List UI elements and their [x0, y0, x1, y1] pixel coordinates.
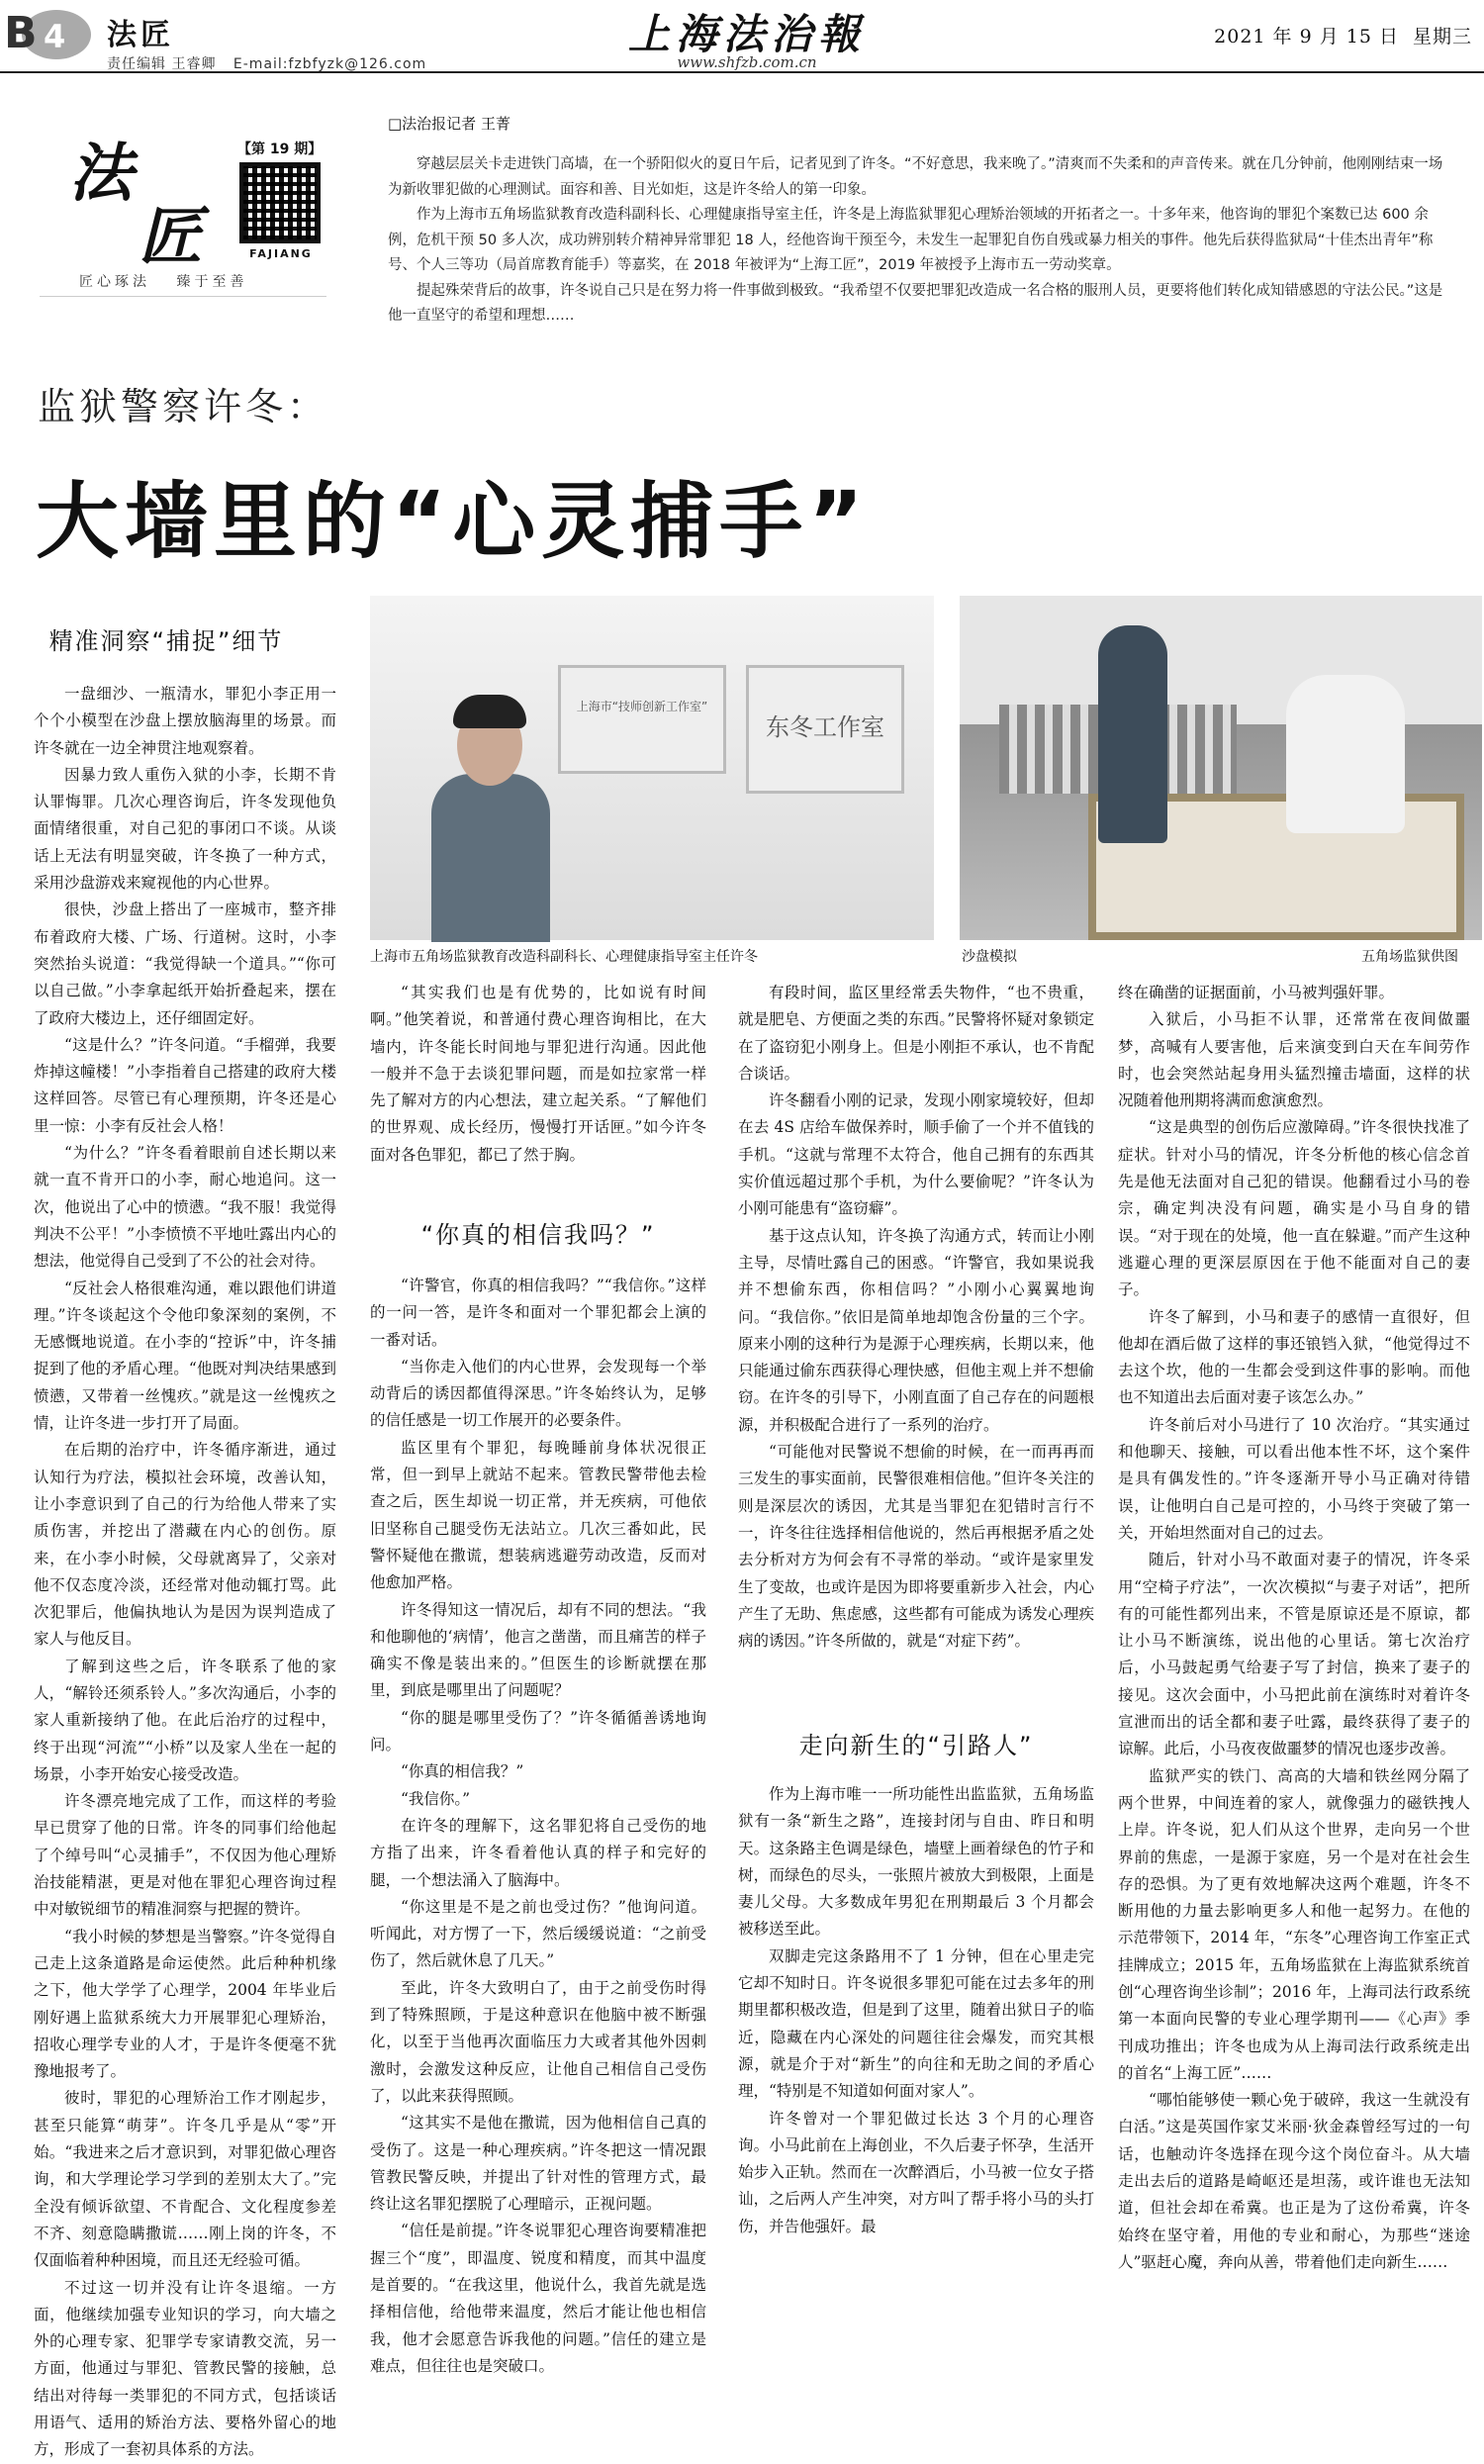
paragraph: 不过这一切并没有让许冬退缩。一方面，他继续加强专业知识的学习，向大墙之外的心理专家、犯罪学专家请教交流，另一方面，他通过与罪犯、管教民警的接触，总结出对待每一类罪犯的不同方式，包括谈话用语气、适用的矫治方法、要格外留心的地方，形成了一套初具体系的方法。: [34, 2278, 336, 2459]
byline: □法治报记者 王菁: [388, 115, 510, 133]
paragraph: “当你走入他们的内心世界，会发现每一个举动背后的诱因都值得深思。”许冬始终认为，足够的信任感是一切工作展开的必要条件。: [370, 1357, 706, 1430]
article-column-1: [34, 681, 336, 2459]
paragraph: 因暴力致人重伤入狱的小李，长期不肯认罪悔罪。几次心理咨询后，许冬发现他负面情绪很重，对自己犯的事闭口不谈。从谈话上无法有明显突破，许冬换了一种方式，采用沙盘游戏来窥视他的内心世界。: [34, 765, 336, 893]
paragraph: 彼时，罪犯的心理矫治工作才刚起步，甚至只能算“萌芽”。许冬几乎是从“零”开始。“我进来之后才意识到，对罪犯做心理咨询，和大学理论学习学到的差别太大了。”完全没有倾诉欲望、不肯配合、文化程度参差不齐、刻意隐瞒撒谎……刚上岗的许冬，不仅面临着种种困境，而且还无经验可循。: [34, 2089, 336, 2270]
article-column-2: [370, 1273, 706, 2375]
paragraph: 许冬了解到，小马和妻子的感情一直很好，但他却在酒后做了这样的事还锒铛入狱，“他觉得过不去这个坎，他的一生都会受到这件事的影响。而他也不知道出去后面对妻子该怎么办。”: [1118, 1307, 1470, 1407]
intro-paragraph: 作为上海市五角场监狱教育改造科副科长、心理健康指导室主任，许冬是上海监狱罪犯心理矫治领域的开拓者之一。十多年来，他咨询的罪犯个案数已达 600 余例，危机干预 50 多人次，成功辨别转介精神异常罪犯 18 人，经他咨询干预至今，未发生一起罪犯自伤自残或暴力相关的事件。他先后获得监狱局“十佳杰出青年”称号、个人三等功（局首席教育能手）等嘉奖，在 2018 年被评为“上海工匠”，2019 年被授予上海市五一劳动奖章。: [388, 207, 1434, 273]
intro-text: [388, 152, 1444, 330]
paragraph: 监区里有个罪犯，每晚睡前身体状况很正常，但一到早上就站不起来。管教民警带他去检查之后，医生却说一切正常，并无疾病，可他依旧坚称自己腿受伤无法站立。几次三番如此，民警怀疑他在撒谎，想装病逃避劳动改造，反而对他愈加严格。: [370, 1438, 706, 1592]
officer-figure: [431, 774, 550, 942]
paragraph: “你的腿是哪里受伤了？”许冬循循善诱地询问。: [370, 1708, 706, 1754]
paragraph: 至此，许冬大致明白了，由于之前受伤时得到了特殊照顾，于是这种意识在他脑中被不断强化，以至于当他再次面临压力大或者其他外因刺激时，会激发这种反应，让他自己相信自己受伤了，以此来获得照顾。: [370, 1978, 706, 2105]
issue-date: [1200, 22, 1472, 48]
photo-caption-1: 上海市五角场监狱教育改造科副科长、心理健康指导室主任许冬: [370, 949, 758, 965]
page-letter: B: [4, 8, 38, 58]
paragraph: 入狱后，小马拒不认罪，还常常在夜间做噩梦，高喊有人要害他，后来演变到白天在车间劳作时，也会突然站起身用头猛烈撞击墙面，这样的状况随着他刑期将满而愈演愈烈。: [1118, 1010, 1470, 1110]
paragraph: “我小时候的梦想是当警察。”许冬觉得自己走上这条道路是命运使然。此后种种机缘之下，他大学学了心理学，2004 年毕业后刚好遇上监狱系统大力开展罪犯心理矫治，招收心理学专业的人才，于是许冬便毫不犹豫地报考了。: [34, 1927, 336, 2081]
paragraph: “信任是前提。”许冬说罪犯心理咨询要精准把握三个“度”，即温度、锐度和精度，而其中温度是首要的。“在我这里，他说什么，我首先就是选择相信他，给他带来温度，然后才能让他也相信我，他才会愿意告诉我他的问题。”信任的建立是难点，但往往也是突破口。: [370, 2222, 706, 2375]
weekday-text: 星期三: [1412, 26, 1472, 47]
newspaper-logo: 上海法治報: [627, 10, 866, 58]
article-column-3: [738, 1781, 1094, 2235]
paragraph: 许冬曾对一个罪犯做过长达 3 个月的心理咨询。小马此前在上海创业，不久后妻子怀孕，生活开始步入正轨。然而在一次醉酒后，小马被一位女子搭讪，之后两人产生冲突，对方叫了帮手将小马的头打伤，并告他强奸。最: [738, 2109, 1094, 2235]
paragraph: 在许冬的理解下，这名罪犯将自己受伤的地方指了出来，许冬看着他认真的样子和完好的腿，一个想法涌入了脑海中。: [370, 1816, 706, 1889]
column-issue-number: 【第 19 期】: [237, 142, 323, 157]
date-text: 2021 年 9 月 15 日: [1214, 26, 1399, 47]
inmate-figure: [1286, 675, 1405, 833]
paragraph: “你真的相信我？”: [401, 1762, 524, 1781]
paragraph: 作为上海市唯一一所功能性出监监狱，五角场监狱有一条“新生之路”，连接封闭与自由、昨日和明天。这条路主色调是绿色，墙壁上画着绿色的竹子和树，而绿色的尽头，一张照片被放大到极限，上面是妻儿父母。大多数成年男犯在刑期最后 3 个月都会被移送至此。: [738, 1785, 1094, 1939]
paragraph: 许冬前后对小马进行了 10 次治疗。“其实通过和他聊天、接触，可以看出他本性不坏，这个案件是具有偶发性的。”许冬逐渐开导小马正确对待错误，让他明白自己是可控的，小马终于突破了第一关，开始坦然面对自己的过去。: [1118, 1415, 1470, 1542]
paragraph: “可能他对民警说不想偷的时候，在一而再再而三发生的事实面前，民警很难相信他。”但许冬关注的则是深层次的诱因，尤其是当罪犯在犯错时言行不一，许冬往往选择相信他说的，然后再根据矛盾之处去分析对方为何会有不寻常的举动。“或许是家里发生了变故，也或许是因为即将要重新步入社会，内心产生了无助、焦虑感，这些都有可能成为诱发心理疾病的诱因。”许冬所做的，就是“对症下药”。: [738, 1443, 1094, 1651]
paragraph: 许冬漂亮地完成了工作，而这样的考验早已贯穿了他的日常。许冬的同事们给他起了个绰号叫“心灵捕手”，不仅因为他心理矫治技能精湛，更是对他在罪犯心理咨询过程中对敏锐细节的精准洞察与把握的赞许。: [34, 1792, 336, 1919]
page-number-badge: [4, 8, 93, 61]
paragraph: “你这里是不是之前也受过伤？”他询问道。听闻此，对方愣了一下，然后缓缓说道：“之前受伤了，然后就休息了几天。”: [370, 1897, 706, 1970]
plaque-1-text: 上海市“技师创新工作室”: [576, 700, 708, 713]
headline: 大墙里的“心灵捕手”: [36, 473, 870, 570]
paragraph: “这是什么？”许冬问道。“手榴弹，我要炸掉这幢楼！”小李指着自己搭建的政府大楼这样回答。尽管已有心理预期，许冬还是心里一惊：小李有反社会人格！: [34, 1035, 336, 1135]
section-title: 法匠: [107, 18, 174, 52]
plaque-2-text: 东冬工作室: [766, 713, 884, 741]
page-number: 4: [44, 18, 66, 55]
intro-paragraph: 穿越层层关卡走进铁门高墙，在一个骄阳似火的夏日午后，记者见到了许冬。“不好意思，我来晚了。”清爽而不失柔和的声音传来。就在几分钟前，他刚刚结束一场为新收罪犯做的心理测试。面容和善、目光如炬，这是许冬给人的第一印象。: [388, 156, 1443, 198]
article-column-2-top: [370, 980, 706, 1189]
paragraph: 很快，沙盘上搭出了一座城市，整齐排布着政府大楼、广场、行道树。这时，小李突然抬头说道：“我觉得缺一个道具。”“你可以自己做。”小李拿起纸开始折叠起来，摆在了政府大楼边上，还仔细固定好。: [34, 900, 336, 1027]
officer-hair: [453, 695, 526, 728]
column-logo-char-2: 匠: [139, 200, 202, 274]
subhead-3: 走向新生的“引路人”: [798, 1732, 1034, 1759]
paragraph: 终在确凿的证据面前，小马被判强奸罪。: [1118, 984, 1395, 1001]
portrait-photo: [370, 596, 934, 940]
paragraph: 双脚走完这条路用不了 1 分钟，但在心里走完它却不知时日。许冬说很多罪犯可能在过去多年的刑期里都积极改造，但是到了这里，随着出狱日子的临近，隐藏在内心深处的问题往往会爆发，而究其根源，就是介于对“新生”的向往和无助之间的矛盾心理，“特别是不知道如何面对家人”。: [738, 1946, 1094, 2101]
paragraph: “这其实不是他在撒谎，因为他相信自己真的受伤了。这是一种心理疾病。”许冬把这一情况跟管教民警反映，并提出了针对性的管理方式，最终让这名罪犯摆脱了心理暗示，正视问题。: [370, 2114, 706, 2214]
paragraph: “反社会人格很难沟通，难以跟他们讲道理。”许冬谈起这个令他印象深刻的案例，不无感慨地说道。在小李的“控诉”中，许冬捕捉到了他的矛盾心理。“他既对判决结果感到愤懑，又带着一丝愧疚。”就是这一丝愧疚之情，让许冬进一步打开了局面。: [34, 1279, 336, 1433]
paragraph: 许冬得知这一情况后，却有不同的想法。“我和他聊他的‘病情’，他言之凿凿，而且痛苦的样子确实不像是装出来的。”但医生的诊断就摆在那里，到底是哪里出了问题呢？: [370, 1600, 706, 1700]
paragraph: 了解到这些之后，许冬联系了他的家人，“解铃还须系铃人。”多次沟通后，小李的家人重新接纳了他。在此后治疗的过程中，终于出现“河流”“小桥”以及家人坐在一起的场景，小李开始安心接受改造。: [34, 1657, 336, 1783]
qr-code-label: FAJIANG: [249, 247, 313, 260]
headline-kicker: 监狱警察许冬：: [38, 385, 329, 428]
editor-line: [107, 53, 438, 73]
plaque-2: [746, 665, 904, 794]
intro-paragraph: 提起殊荣背后的故事，许冬说自己只是在努力将一件事做到极致。“我希望不仅要把罪犯改造成一名合格的服刑人员，更要将他们转化成知错感恩的守法公民。”这是他一直坚守的希望和理想……: [388, 282, 1443, 324]
editor-name: 责任编辑 王睿卿: [107, 56, 217, 72]
sandtray-photo: [960, 596, 1482, 940]
paragraph: 监狱严实的铁门、高高的大墙和铁丝网分隔了两个世界，中间连着的家人，就像强力的磁铁拽人上岸。许冬说，犯人们从这个世界，走向另一个世界前的焦虑，一是源于家庭，另一个是对在社会生存的恐惧。为了更有效地解决这两个难题，许冬不断用他的力量去影响更多人和他一起努力。在他的示范带领下，2014 年，“东冬”心理咨询工作室正式挂牌成立；2015 年，五角场监狱在上海监狱系统首创“心理咨询坐诊制”；2016 年，上海司法行政系统第一本面向民警的专业心理学期刊——《心声》季刊成功推出；许冬也成为从上海司法行政系统走出的首名“上海工匠”……: [1118, 1766, 1470, 2082]
photo-credit: 五角场监狱供图: [1361, 949, 1458, 965]
paragraph: 在后期的治疗中，许冬循序渐进，通过认知行为疗法，模拟社会环境，改善认知，让小李意识到了自己的行为给他人带来了实质伤害，并挖出了潜藏在内心的创伤。原来，在小李小时候，父母就离异了，父亲对他不仅态度冷淡，还经常对他动辄打骂。此次犯罪后，他偏执地认为是因为误判造成了家人与他反目。: [34, 1441, 336, 1649]
newspaper-url: www.shfzb.com.cn: [677, 53, 817, 71]
paragraph: “为什么？”许冬看着眼前自述长期以来就一直不肯开口的小李，耐心地追问。这一次，他说出了心中的愤懑。“我不服！我觉得判决不公平！”小李愤愤不平地吐露出内心的想法，他觉得自己受到了不公的社会对待。: [34, 1144, 336, 1271]
officer-standing: [1098, 625, 1167, 843]
subhead-1: 精准洞察“捕捉”细节: [48, 627, 284, 655]
subhead-2: “你真的相信我吗？”: [420, 1221, 656, 1249]
article-column-4: [1118, 980, 1470, 2271]
paragraph: “其实我们也是有优势的，比如说有时间啊。”他笑着说，和普通付费心理咨询相比，在大墙内，许冬能长时间地与罪犯进行沟通。因此他一般并不急于去谈犯罪问题，而是如拉家常一样先了解对方的内心想法，建立起关系。“了解他们的世界观、成长经历，慢慢打开话匣。”如今许冬面对各色罪犯，都已了然于胸。: [370, 984, 706, 1164]
photo-caption-2: 沙盘模拟: [962, 949, 1017, 965]
paragraph: 有段时间，监区里经常丢失物件，“也不贵重，就是肥皂、方便面之类的东西。”民警将怀疑对象锁定在了盗窃犯小刚身上。但是小刚拒不承认，也不肯配合谈话。: [738, 984, 1094, 1083]
paragraph: 一盘细沙、一瓶清水，罪犯小李正用一个个小模型在沙盘上摆放脑海里的场景。而许冬就在一边全神贯注地观察着。: [34, 685, 336, 757]
column-logo-block: [40, 123, 326, 297]
paragraph: 随后，针对小马不敢面对妻子的情况，许冬采用“空椅子疗法”，一次次模拟“与妻子对话”，把所有的可能性都列出来，不管是原谅还是不原谅，都让小马不断演练，说出他的心里话。第七次治疗后，小马鼓起勇气给妻子写了封信，换来了妻子的接见。这次会面中，小马把此前在演练时对着许冬宣泄而出的话全都和妻子吐露，最终获得了妻子的谅解。此后，小马夜夜做噩梦的情况也逐步改善。: [1118, 1551, 1470, 1758]
paragraph: “我信你。”: [401, 1789, 471, 1808]
paragraph: “许警官，你真的相信我吗？”“我信你。”这样的一问一答，是许冬和面对一个罪犯都会上演的一番对话。: [370, 1277, 706, 1349]
column-slogan: 匠心琢法 臻于至善: [79, 274, 248, 290]
article-column-3-top: [738, 980, 1094, 1712]
plaque-1: [558, 665, 726, 774]
paragraph: “哪怕能够使一颗心免于破碎，我这一生就没有白活。”这是英国作家艾米丽·狄金森曾经写过的一句话，也触动许冬选择在现今这个岗位奋斗。从大墙走出去后的道路是崎岖还是坦荡，或许谁也无法知道，但社会却在希冀。也正是为了这份希冀，许冬始终在坚守着，用他的专业和耐心，为那些“迷途人”驱赶心魔，奔向从善，带着他们走向新生……: [1118, 2091, 1470, 2271]
paragraph: 许冬翻看小刚的记录，发现小刚家境较好，但却在去 4S 店给车做保养时，顺手偷了一个并不值钱的手机。“这就与常理不太符合，他自己拥有的东西其实价值远超过那个手机，为什么要偷呢？”许冬认为小刚可能患有“盗窃癖”。: [738, 1091, 1094, 1218]
paragraph: “这是典型的创伤后应激障碍。”许冬很快找准了症状。针对小马的情况，许冬分析他的核心信念首先是他无法面对自己犯的错误。他翻看过小马的卷宗，确定判决没有问题，确实是小马自身的错误。“对于现在的处境，他一直在躲避。”而产生这种逃避心理的更深层原因在于他不能面对自己的妻子。: [1118, 1118, 1470, 1299]
qr-code-icon: [239, 162, 321, 243]
editor-email: E-mail:fzbfyzk@126.com: [232, 56, 427, 72]
column-logo-char-1: 法: [69, 137, 133, 211]
masthead: [0, 0, 1484, 73]
paragraph: 基于这点认知，许冬换了沟通方式，转而让小刚主导，尽情吐露自己的困惑。“许警官，我如果说我并不想偷东西，你相信吗？”小刚小心翼翼地询问。“我信你。”依旧是简单地却饱含份量的三个字。原来小刚的这种行为是源于心理疾病，长期以来，他只能通过偷东西获得心理快感，但他主观上并不想偷窃。在许冬的引导下，小刚直面了自己存在的问题根源，并积极配合进行了一系列的治疗。: [738, 1226, 1094, 1434]
